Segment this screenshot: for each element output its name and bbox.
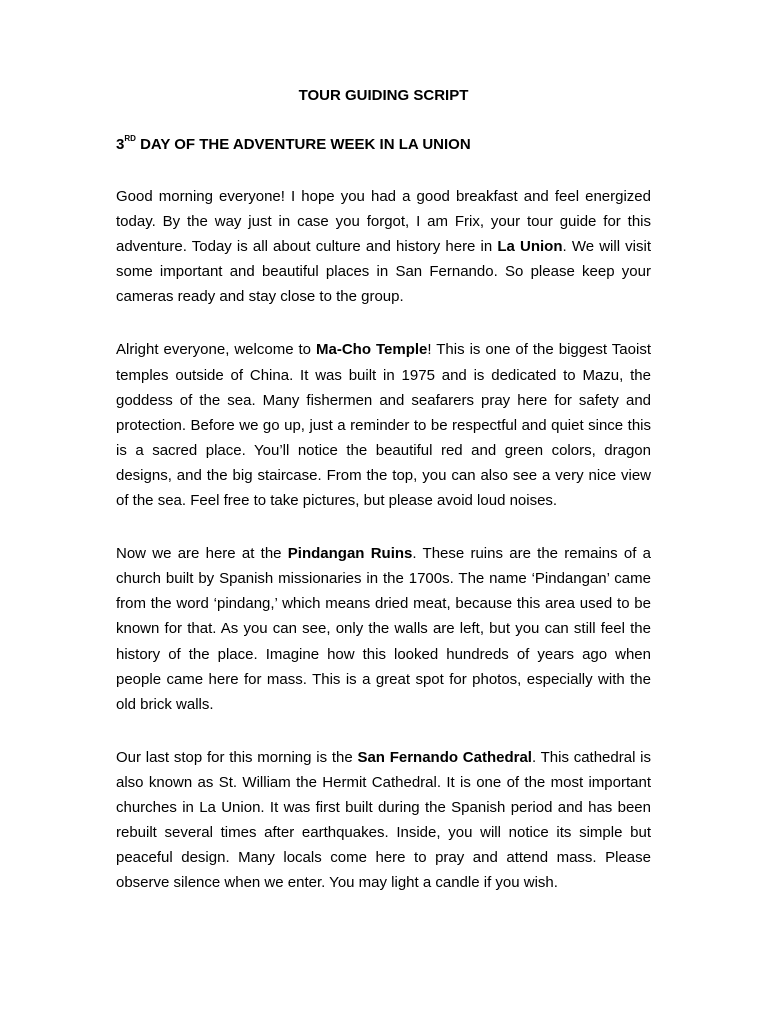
- paragraph-intro: [116, 184, 651, 309]
- paragraph-san-fernando-cathedral: [116, 745, 651, 896]
- paragraph-highlight: Ma-Cho Temple: [316, 341, 428, 359]
- paragraph-text: ! This is one of the biggest Taoist temples outside of China. It was built in 1975 and is dedicated to Mazu, the goddess of the sea. Many fishermen and seafarers pray here for safety and protection. Before we go up, just a reminder to be respectful and quiet since this is a sacred place. You’ll notice the beautiful red and green colors, dragon designs, and the big staircase. From the top, you can also see a very nice view of the sea. Feel free to take pictures, but please avoid loud noises.: [116, 341, 651, 510]
- paragraph-text: . This cathedral is also known as St. William the Hermit Cathedral. It is one of the most important churches in La Union. It was first built during the Spanish period and has been rebuilt several times after earthquakes. Inside, you will notice its simple but peaceful design. Many locals come here to pray and attend mass. Please observe silence when we enter. You may light a candle if you wish.: [116, 748, 651, 892]
- paragraph-highlight: Pindangan Ruins: [287, 545, 413, 563]
- paragraph-text: Good morning everyone! I hope you had a good breakfast and feel energized today. By the way just in case you forgot, I am Frix, your tour guide for this adventure. Today is all about culture and history here in: [116, 188, 651, 256]
- subtitle-text: DAY OF THE ADVENTURE WEEK IN LA UNION: [135, 136, 471, 153]
- paragraph-highlight: La Union: [497, 238, 563, 256]
- document-title: TOUR GUIDING SCRIPT: [298, 87, 469, 104]
- paragraph-text: Now we are here at the: [116, 545, 288, 563]
- document-page: [116, 85, 651, 895]
- subtitle-day-number: 3: [116, 136, 125, 153]
- paragraph-text: . These ruins are the remains of a church built by Spanish missionaries in the 1700s. The name ‘Pindangan’ came from the word ‘pindang,’ which means dried meat, because this area used to be known for that. As you can see, only the walls are left, but you can still feel the history of the place. Imagine how this looked hundreds of years ago when people came here for mass. This is a great spot for photos, especially with the old brick walls.: [116, 545, 651, 713]
- paragraph-text: Our last stop for this morning is the: [116, 748, 358, 766]
- paragraph-highlight: San Fernando Cathedral: [357, 748, 532, 766]
- subtitle-ordinal-suffix: RD: [124, 134, 136, 143]
- paragraph-text: Alright everyone, welcome to: [116, 341, 317, 359]
- paragraph-pindangan-ruins: [116, 541, 651, 717]
- paragraph-text: . We will visit some important and beautiful places in San Fernando. So please keep your cameras ready and stay close to the group.: [116, 238, 652, 306]
- paragraph-macho-temple: [116, 337, 651, 513]
- document-subtitle: [116, 134, 651, 156]
